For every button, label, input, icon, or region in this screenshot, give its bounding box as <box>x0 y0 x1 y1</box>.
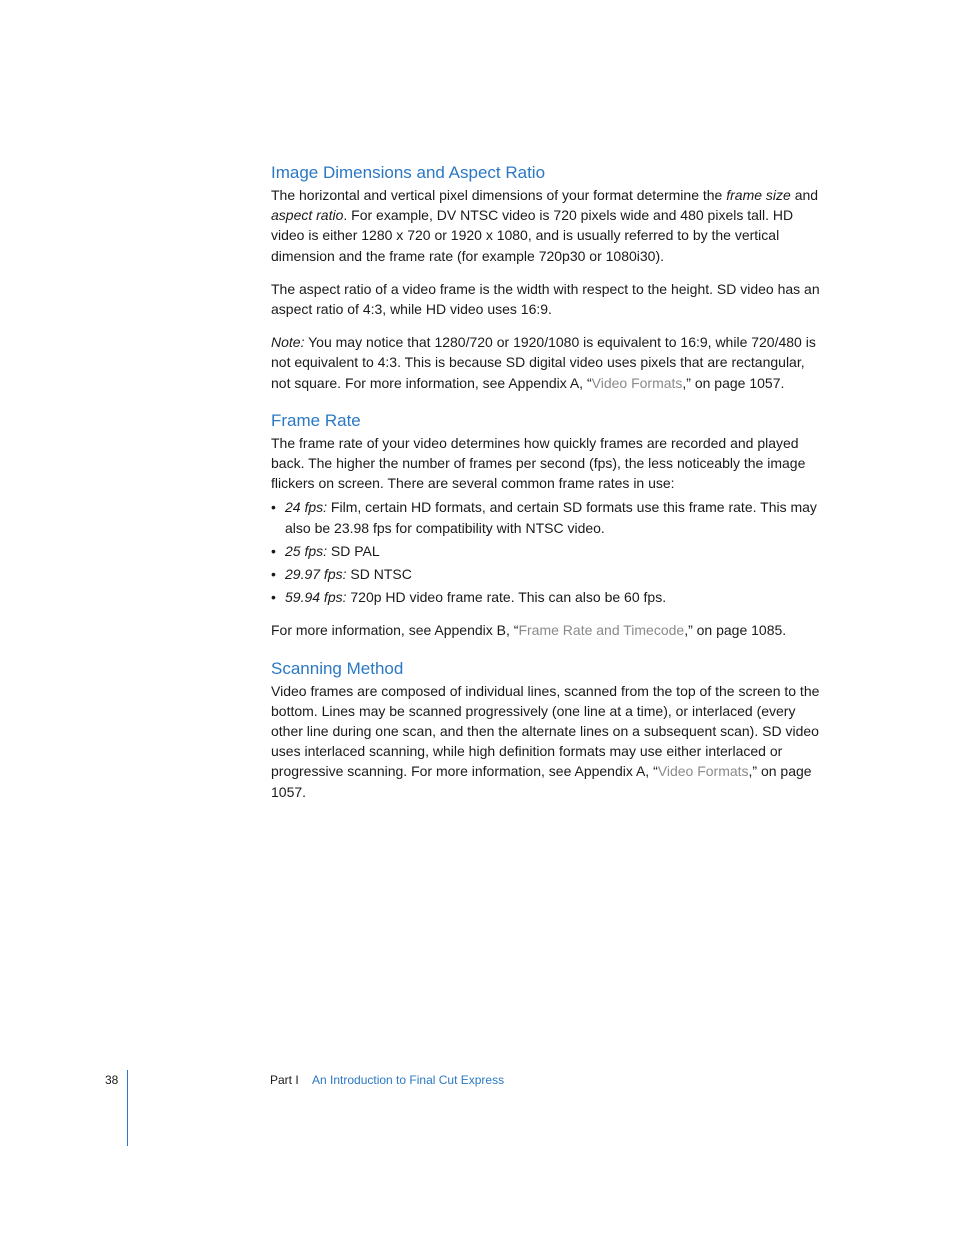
list-item: • 25 fps: SD PAL <box>271 542 380 559</box>
list-item: • 29.97 fps: SD NTSC <box>271 566 412 583</box>
link-frame-rate-and-timecode[interactable]: Frame Rate and Timecode <box>518 622 685 639</box>
footer-rule <box>127 1070 128 1146</box>
paragraph-aspect-ratio: The aspect ratio of a video frame is the width with respect to the height. SD video has an aspect ratio of 4:3, while HD video uses 16:9. <box>271 280 820 318</box>
paragraph-frame-rate: The frame rate of your video determines how quickly frames are recorded and played back. The higher the number of frames per second (fps), the less noticeably the image flickers on screen. There are several common frame rates in use: <box>271 434 806 492</box>
term-frame-size: frame size <box>726 187 791 203</box>
term-aspect-ratio: aspect ratio <box>271 207 344 224</box>
frame-rate-list <box>271 497 826 607</box>
note-paragraph: Note: You may notice that 1280/720 or 1920/1080 is equivalent to 16:9, while 720/480 is not equivalent to 4:3. This is because SD digital video uses pixels that are rectangular, not square. For more information, see Appendix A, “Video Formats,” on page 1057. <box>271 334 816 391</box>
link-video-formats[interactable]: Video Formats <box>591 374 683 391</box>
section-heading-image-dimensions: Image Dimensions and Aspect Ratio <box>271 163 546 182</box>
paragraph-scanning-method: Video frames are composed of individual lines, scanned from the top of the screen to the bottom. Lines may be scanned progressively (one line at a time), or interlaced (every other line during one scan, and then the alternate lines on a subsequent scan). SD video uses interlaced scanning, while high definition formats may use either interlaced or progressive scanning. For more information, see Appendix A, “Video Formats,” on page 1057. <box>271 682 820 800</box>
section-heading-frame-rate: Frame Rate <box>271 410 361 430</box>
list-item: • 24 fps: Film, certain HD formats, and certain SD formats use this frame rate. This may also be 23.98 fps for compatibility with NTSC video. <box>271 499 817 536</box>
footer-part-label: Part I <box>270 1073 299 1087</box>
note-label: Note: <box>271 334 305 351</box>
paragraph-frame-rate-more-info: For more information, see Appendix B, “Frame Rate and Timecode,” on page 1085. <box>271 622 787 639</box>
page-content <box>271 161 826 802</box>
link-video-formats[interactable]: Video Formats <box>657 763 749 780</box>
paragraph-frame-size: The horizontal and vertical pixel dimensions of your format determine the frame size and aspect ratio. For example, DV NTSC video is 720 pixels wide and 480 pixels tall. HD video is either 1280 x 720 or 1920 x 1080, and is usually referred to by the vertical dimension and the frame rate (for example 720p30 or 1080i30). <box>271 187 819 264</box>
section-heading-scanning-method: Scanning Method <box>271 658 404 678</box>
page-number: 38 <box>105 1073 119 1087</box>
footer-book-title: An Introduction to Final Cut Express <box>312 1073 505 1087</box>
list-item: • 59.94 fps: 720p HD video frame rate. This can also be 60 fps. <box>271 589 667 606</box>
